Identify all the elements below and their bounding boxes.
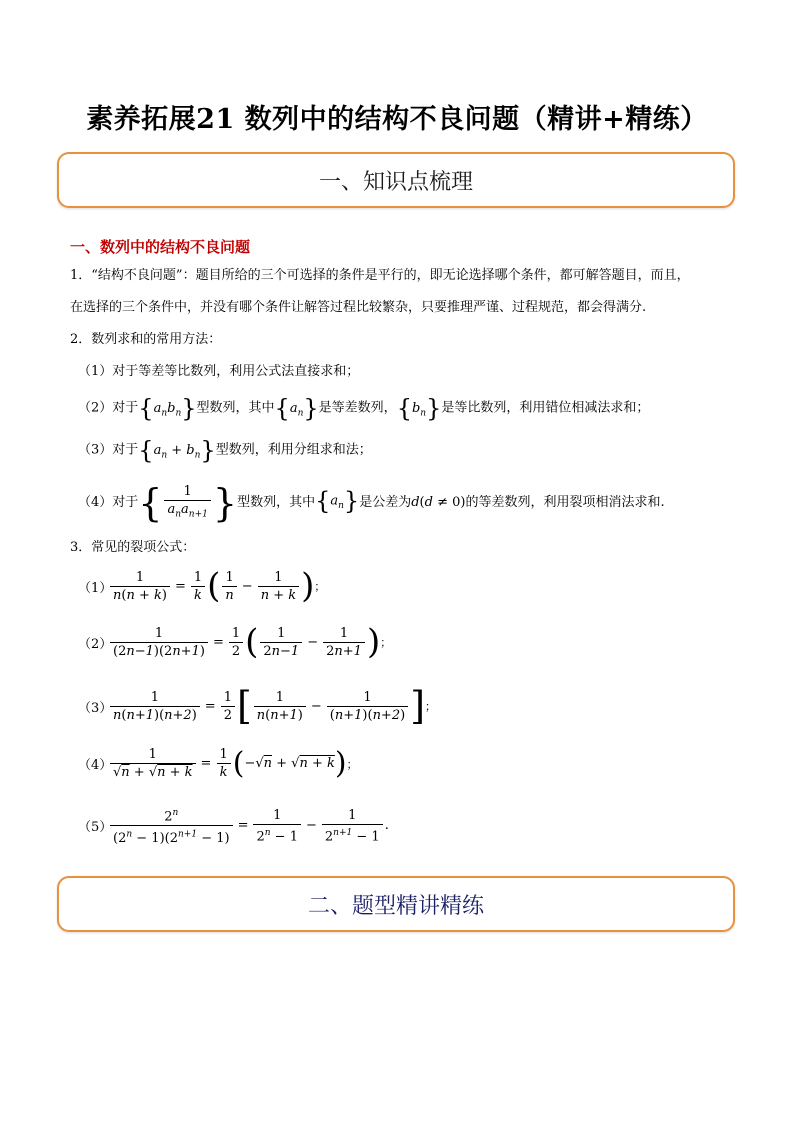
paragraph-line: 在选择的三个条件中，并没有哪个条件让解答过程比较繁杂，只要推理严谨、过程规范，都会得满分. xyxy=(70,300,647,315)
math-expression: $\{a_nb_n\}$ xyxy=(138,394,197,422)
math-expression: $\frac{1}{(2n-1)(2n+1)}$ = $\frac{1}{2}$ ( $\frac{1}{2n-1}$ − $\frac{1}{2n+1}$ ) xyxy=(108,622,380,662)
list-item-text: 型数列，利用分组求和法； xyxy=(215,442,372,458)
math-expression: $\frac{1}{√n + √n + k}$ = $\frac{1}{k}$ ( −√ n + √ n + k ) xyxy=(108,746,347,781)
math-expression: $\{a_n + b_n\}$ xyxy=(138,436,216,464)
paragraph-heading: 3．常见的裂项公式： xyxy=(70,540,196,555)
math-expression: $\{b_n\}$ xyxy=(396,394,442,422)
list-item-text: 是等差数列， xyxy=(318,400,397,416)
formula-label: （3） xyxy=(78,700,113,716)
paragraph-heading: 2．数列求和的常用方法： xyxy=(70,332,222,347)
math-expression: $\frac{2^n}{(2^n - 1)(2^{n+1} - 1)}$ = $\frac{1}{2^n - 1}$ − $\frac{1}{2^{n+1} - 1}$ xyxy=(108,806,385,846)
section-banner-label: 一、知识点梳理 xyxy=(318,169,473,195)
list-item-text: 的等差数列，利用裂项相消法求和. xyxy=(465,495,665,511)
list-item-text: （4）对于 xyxy=(78,495,139,511)
math-expression: { $\frac{1}{a_na_{n+1}}$ } xyxy=(138,481,238,526)
list-item xyxy=(78,394,650,423)
list-item-text: （3）对于 xyxy=(78,442,139,458)
formula-row: （3） $\frac{1}{n(n+1)(n+2)}$ = $\frac{1}{2}$ [ $\frac{1}{n(n+1)}$ − $\frac{1}{(n+1)(n+2)}$ ] ； xyxy=(78,684,437,728)
paragraph-line: 1．“结构不良问题”：题目所给的三个可选择的条件是平行的，即无论选择哪个条件，都可解答题目，而且， xyxy=(70,268,690,283)
list-item-text: 是等比数列，利用错位相减法求和； xyxy=(441,400,650,416)
math-expression: $\frac{1}{n(n + k)}$ = $\frac{1}{k}$ ( $\frac{1}{n}$ − $\frac{1}{n + k}$ ) xyxy=(108,566,314,606)
list-item-text: 型数列，其中 xyxy=(237,495,316,511)
formula-row: （2） $\frac{1}{(2n-1)(2n+1)}$ = $\frac{1}{2}$ ( $\frac{1}{2n-1}$ − $\frac{1}{2n+1}$ ) ； xyxy=(78,622,392,662)
section-banner-practice xyxy=(57,876,735,932)
math-expression: d(d ≠ 0) xyxy=(411,495,466,511)
list-item-text: （2）对于 xyxy=(78,400,139,416)
math-expression: $\{a_n\}$ xyxy=(315,486,360,515)
section-banner-label: 二、题型精讲精练 xyxy=(307,893,484,919)
list-item-text: 是公差为 xyxy=(359,495,412,511)
math-expression: $\{a_n\}$ xyxy=(274,394,319,422)
list-item xyxy=(78,481,665,526)
math-expression: $\frac{1}{n(n+1)(n+2)}$ = $\frac{1}{2}$ [ $\frac{1}{n(n+1)}$ − $\frac{1}{(n+1)(n+2)}$ ] xyxy=(108,684,425,728)
formula-row: （1） $\frac{1}{n(n + k)}$ = $\frac{1}{k}$ ( $\frac{1}{n}$ − $\frac{1}{n + k}$ ) ； xyxy=(78,566,326,606)
section-banner-knowledge xyxy=(57,152,735,208)
list-item xyxy=(78,436,372,465)
list-item-text: 型数列，其中 xyxy=(196,400,275,416)
formula-label: （1） xyxy=(78,580,113,596)
page-title: 素养拓展21 数列中的结构不良问题（精讲+精练） xyxy=(86,104,708,135)
formula-row: （4） $\frac{1}{√n + √n + k}$ = $\frac{1}{k}$ ( −√ n + √ n + k ) ； xyxy=(78,746,358,781)
formula-label: （5） xyxy=(78,820,113,836)
formula-row: （5） $\frac{2^n}{(2^n - 1)(2^{n+1} - 1)}$ = $\frac{1}{2^n - 1}$ − $\frac{1}{2^{n+1} - 1}$ . xyxy=(78,807,389,846)
section-heading: 一、数列中的结构不良问题 xyxy=(70,238,251,256)
formula-label: （2） xyxy=(78,636,113,652)
formula-label: （4） xyxy=(78,758,113,773)
list-item: （1）对于等差等比数列，利用公式法直接求和； xyxy=(78,364,360,379)
